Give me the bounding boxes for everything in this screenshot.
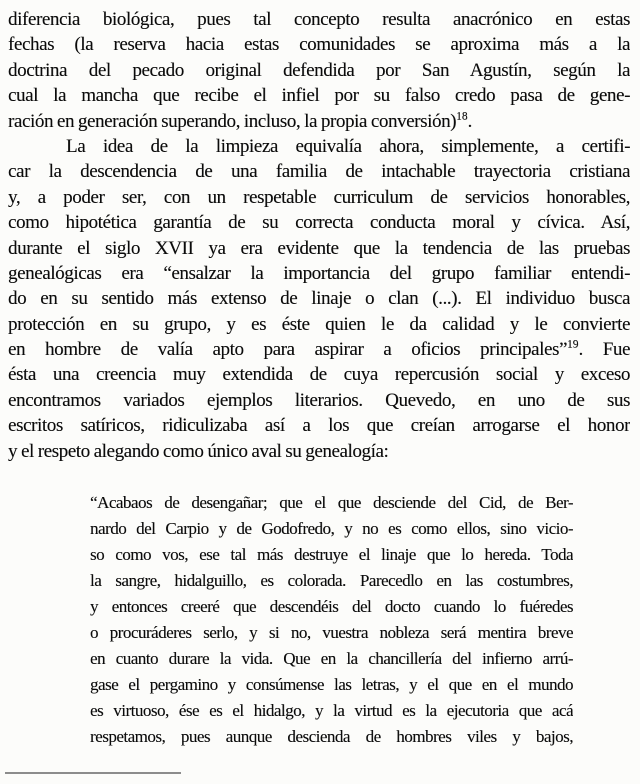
text-line: escritos satíricos, ridiculizaba así a los que creían arrogarse el honor xyxy=(8,415,630,437)
text-line: en cuanto durare la vida. Que en la chancillería del infierno arrú- xyxy=(90,649,573,669)
text-line: y, a poder ser, con un respetable curriculum de servicios honorables, xyxy=(8,186,630,208)
text-line: la sangre, hidalguillo, es colorada. Parecedlo en las costumbres, xyxy=(90,571,573,591)
text-line: fechas (la reserva hacia estas comunidades se aproxima más a la xyxy=(8,34,630,56)
text-line: car la descendencia de una familia de intachable trayectoria cristiana xyxy=(8,161,630,183)
text-line: y el respeto alegando como único aval su genealogía: xyxy=(8,440,389,462)
text-line: so como vos, ese tal más destruye el linaje que lo hereda. Toda xyxy=(90,545,573,565)
paragraph-2 xyxy=(8,134,630,464)
footnote-separator-rule xyxy=(5,772,181,774)
text-line: doctrina del pecado original defendida por San Agustín, según la xyxy=(8,59,630,81)
text-line: cual la mancha que recibe el infiel por su falso credo pasa de gene- xyxy=(8,85,630,107)
text-line: do en su sentido más extenso de linaje o clan (...). El individuo busca xyxy=(8,288,630,310)
text-line: genealógicas era “ensalzar la importancia del grupo familiar entendi- xyxy=(8,262,630,284)
text-line: “Acabaos de desengañar; que el que desciende del Cid, de Ber- xyxy=(90,493,573,513)
footnote-reference: 19 xyxy=(567,338,579,351)
text-line: diferencia biológica, pues tal concepto resulta anacrónico en estas xyxy=(8,9,630,30)
text-line: o procuráderes serlo, y si no, vuestra nobleza será mentira breve xyxy=(90,623,573,643)
text-line: nardo del Carpio y de Godofredo, y no es como ellos, sino vicio- xyxy=(90,519,573,539)
text-line: ésta una creencia muy extendida de cuya repercusión social y exceso xyxy=(8,364,630,386)
block-quotation xyxy=(90,490,573,750)
text-line: protección en su grupo, y es éste quien le da calidad y le convierte xyxy=(8,313,630,335)
footnote-reference: 18 xyxy=(456,110,468,123)
text-line: gase el pergamino y consúmense las letras, y el que en el mundo xyxy=(90,675,573,695)
text-line: es virtuoso, ése es el hidalgo, y la virtud es la ejecutoria que acá xyxy=(90,701,573,721)
text-line: en hombre de valía apto para aspirar a oficios principales”$^{19}$. Fue xyxy=(8,338,630,361)
text-line: durante el siglo XVII ya era evidente que la tendencia de las pruebas xyxy=(8,237,630,259)
text-line: La idea de la limpieza equivalía ahora, simplemente, a certifi- xyxy=(66,135,630,157)
text-line: encontramos variados ejemplos literarios. Quevedo, en uno de sus xyxy=(8,389,630,411)
text-line: ración en generación superando, incluso, la propia conversión)$^{18}$. xyxy=(8,110,472,132)
text-line: como hipotética garantía de su correcta conducta moral y cívica. Así, xyxy=(8,212,630,234)
paragraph-1 xyxy=(8,7,630,134)
text-line: respetamos, pues aunque descienda de hombres viles y bajos, xyxy=(90,727,573,747)
text-line: y entonces creeré que descendéis del docto cuando lo fuéredes xyxy=(90,597,573,617)
